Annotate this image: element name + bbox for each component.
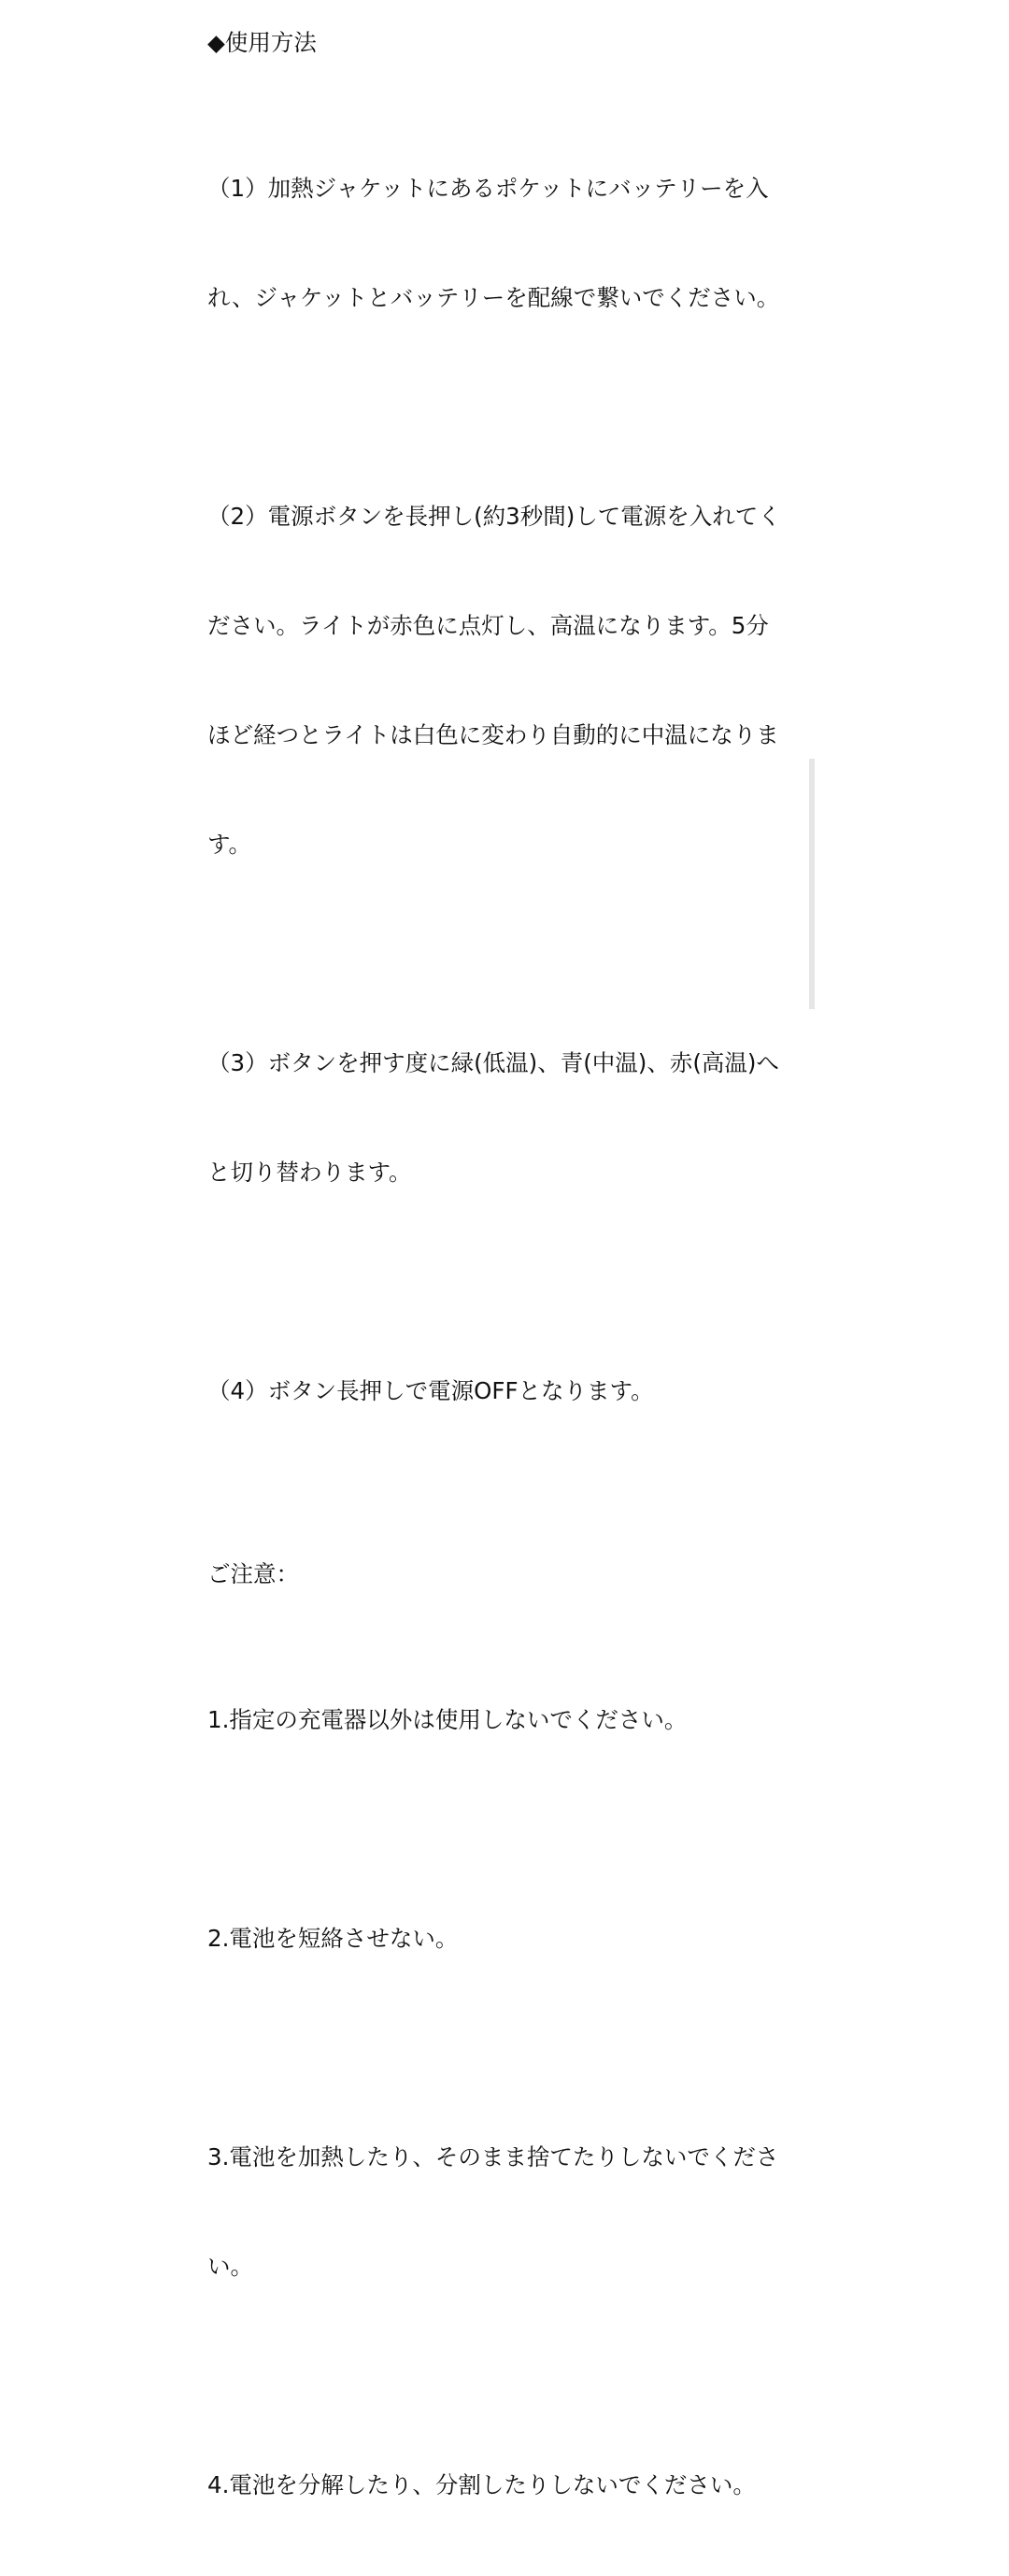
usage-heading: ◆使用方法: [207, 29, 317, 56]
notice-title: ご注意：: [207, 1560, 299, 1587]
instructions-content: [207, 24, 794, 2576]
usage-step-4: （4）ボタン長押しで電源OFFとなります。: [207, 1377, 654, 1404]
usage-step-3: （3）ボタンを押す度に緑(低温)、青(中温)、赤(高温)へ と切り替わります。: [207, 1049, 779, 1186]
notice-item-2: 2.電池を短絡させない。: [207, 1925, 459, 1952]
notice-item-4: 4.電池を分解したり、分割したりしないでください。: [207, 2471, 756, 2498]
notice-item-1: 1.指定の充電器以外は使用しないでください。: [207, 1706, 688, 1733]
scrollbar[interactable]: [809, 759, 815, 1009]
usage-step-2: （2）電源ボタンを長押し(約3秒間)して電源を入れてく ださい。ライトが赤色に点灯し、高温になります。5分 ほど経つとライトは白色に変わり自動的に中温になりま す。: [207, 503, 781, 858]
usage-step-1: （1）加熱ジャケットにあるポケットにバッテリーを入 れ、ジャケットとバッテリーを配線で繋いでください。: [207, 175, 780, 311]
notice-item-3: 3.電池を加熱したり、そのまま捨てたりしないでくださ い。: [207, 2143, 779, 2280]
